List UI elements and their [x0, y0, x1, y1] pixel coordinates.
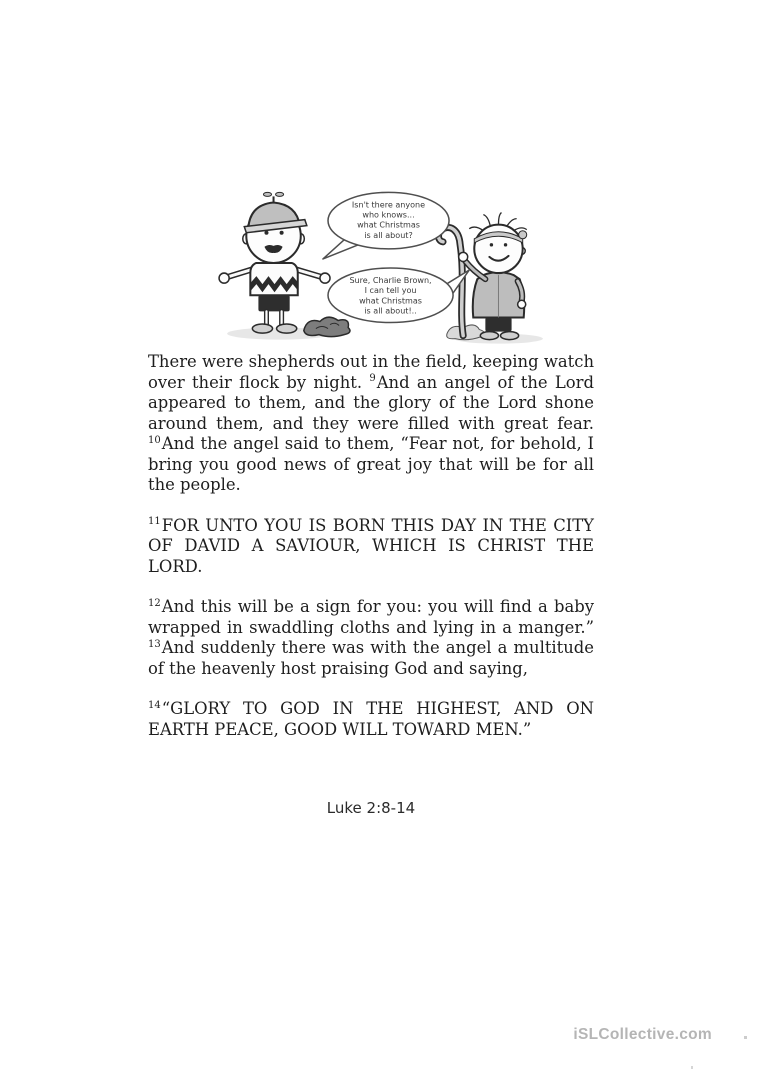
comic-illustration: [211, 182, 559, 349]
bubble2-line1: Sure, Charlie Brown,: [349, 276, 432, 286]
verse-text: FOR UNTO YOU IS BORN THIS DAY IN THE CITY OF DAVID A SAVIOUR, WHICH IS CHRIST THE LORD.: [148, 515, 594, 576]
speech-bubble-linus: [328, 268, 469, 322]
passage-paragraph-1: [148, 352, 594, 496]
verse-text: And this will be a sign for you: you will find a baby wrapped in swaddling cloths and lying in a manger.”: [148, 597, 594, 637]
islcollective-watermark: iSLCollective.com: [573, 1026, 712, 1043]
bubble1-line2: who knows...: [362, 210, 415, 220]
verse-number: 10: [148, 434, 161, 446]
bubble2-line2: I can tell you: [364, 286, 417, 296]
verse-text: And the angel said to them, “Fear not, for behold, I bring you good news of great joy that will be for all the people.: [148, 434, 594, 494]
verse-number: 13: [148, 638, 161, 650]
bible-passage: [148, 352, 594, 740]
verse-number: 12: [148, 597, 161, 609]
verse-reference: Luke 2:8-14: [326, 799, 416, 817]
blanket-pile: [304, 317, 350, 336]
charlie-brown-linus-comic: [211, 182, 559, 349]
bubble1-line4: is all about?: [364, 230, 413, 240]
passage-paragraph-4: [148, 699, 594, 740]
verse-number: 14: [148, 699, 161, 711]
charlie-brown-figure: [219, 192, 330, 333]
watermark-speck: [691, 1066, 693, 1069]
passage-paragraph-3: [148, 597, 594, 679]
verse-text: “GLORY TO GOD IN THE HIGHEST, AND ON EARTH PEACE, GOOD WILL TOWARD MEN.”: [148, 699, 594, 739]
verse-number: 11: [148, 516, 161, 528]
verse-text: There were shepherds out in the field, keeping watch over their flock by night.: [148, 352, 594, 392]
passage-paragraph-2: [148, 516, 594, 578]
bubble1-line1: Isn't there anyone: [351, 200, 426, 210]
verse-text: And suddenly there was with the angel a multitude of the heavenly host praising God and saying,: [148, 638, 594, 678]
watermark-speck: [744, 1036, 747, 1039]
bubble2-line3: what Christmas: [359, 296, 423, 306]
bubble1-line3: what Christmas: [357, 220, 420, 230]
verse-number: 9: [369, 373, 376, 385]
bubble2-line4: is all about!..: [364, 306, 417, 316]
verse-text: And an angel of the Lord appeared to them, and the glory of the Lord shone around them, and they were filled with great fear.: [148, 372, 594, 433]
linus-figure: [438, 213, 526, 340]
speech-bubble-charlie: [323, 192, 449, 259]
